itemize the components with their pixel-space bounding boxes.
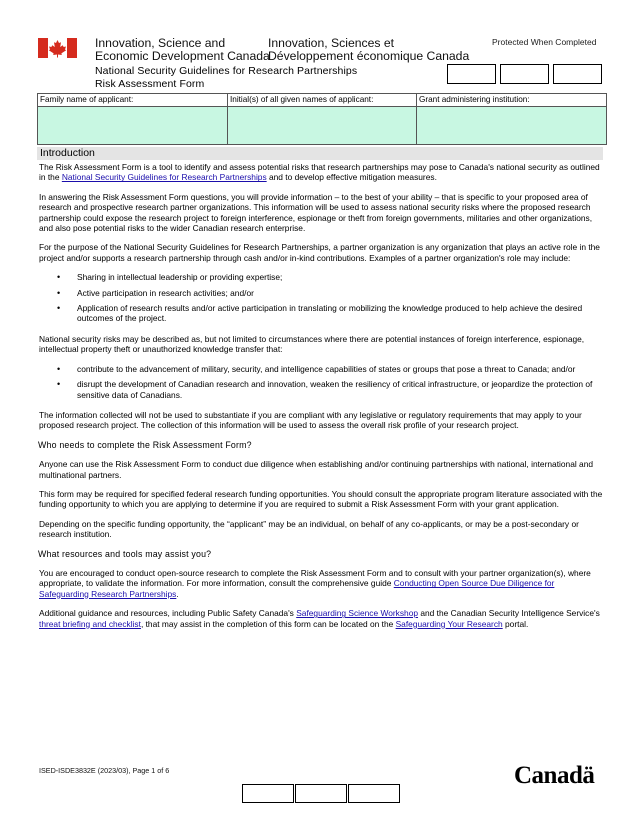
dept-fr-line2: Développement économique Canada bbox=[268, 49, 470, 63]
intro-p1-text-a: The Risk Assessment Form is a tool to identify and assess potential risks that research partnerships may pose to Canada's national security as outlined in the bbox=[39, 162, 600, 183]
family-name-label: Family name of applicant: bbox=[38, 94, 227, 106]
form-code: ISED-ISDE3832E (2023/03), Page 1 of 6 bbox=[39, 766, 170, 775]
department-name-en bbox=[95, 37, 270, 63]
footer-input-box-1[interactable] bbox=[242, 784, 294, 803]
header-input-box-2[interactable] bbox=[500, 64, 549, 84]
res-p1-text-a: You are encouraged to conduct open-source research to complete the Risk Assessment Form and to consult with your partner organization(s), where appropriate, to validate the information. For more information, consult the comprehensive guide bbox=[39, 567, 591, 589]
form-instructions bbox=[39, 162, 603, 638]
initials-label: Initial(s) of all given names of applicant: bbox=[228, 94, 416, 106]
list-item: • Active participation in research activities; and/or bbox=[39, 288, 603, 298]
department-name-fr bbox=[268, 37, 469, 63]
who-paragraph-2: This form may be required for specified federal research funding opportunities. You should consult the appropriate program literature associated with the funding opportunity to which you are applying to determine if you are required to submit a Risk Assessment Form with your grant application. bbox=[39, 488, 603, 510]
threat-briefing-link[interactable]: threat briefing and checklist bbox=[39, 618, 141, 629]
guidelines-link[interactable]: National Security Guidelines for Research Partnerships bbox=[61, 172, 267, 183]
protected-label: Protected When Completed bbox=[492, 37, 597, 47]
dept-fr-line1: Innovation, Sciences et bbox=[268, 36, 395, 50]
resources-paragraph-1 bbox=[39, 568, 603, 599]
canada-wordmark: Canadä bbox=[514, 762, 595, 789]
header-input-box-1[interactable] bbox=[447, 64, 496, 84]
list-item: • Sharing in intellectual leadership or providing expertise; bbox=[39, 272, 603, 282]
resources-paragraph-2 bbox=[39, 608, 603, 629]
family-name-field[interactable] bbox=[38, 107, 227, 144]
intro-p1-text-b: and to develop effective mitigation measures. bbox=[266, 172, 437, 183]
safeguarding-science-link[interactable]: Safeguarding Science Workshop bbox=[296, 608, 419, 619]
form-title-line2: Risk Assessment Form bbox=[95, 78, 205, 90]
form-title-line1: National Security Guidelines for Research Partnerships bbox=[95, 65, 358, 77]
open-source-guide-link[interactable]: Conducting Open Source Due Diligence for Safeguarding Research Partnerships bbox=[39, 578, 555, 599]
intro-paragraph-5: The information collected will not be used to substantiate if you are compliant with any legislative or regulatory requirements that may apply to your proposed research project. The collection of this information will be used to assess the overall risk profile of your research project. bbox=[39, 409, 582, 431]
list-item: • disrupt the development of Canadian research and innovation, weaken the resiliency of critical infrastructure, or jeopardize the protection of sensitive data of Canadians. bbox=[39, 379, 603, 400]
footer-input-box-2[interactable] bbox=[295, 784, 347, 803]
institution-label: Grant administering institution: bbox=[417, 94, 606, 106]
footer-input-box-3[interactable] bbox=[348, 784, 400, 803]
intro-paragraph-4: National security risks may be described as, but not limited to circumstances where there are potential instances of foreign interference, espionage, intellectual property theft or unauthorized knowledge transfer that: bbox=[39, 333, 585, 355]
intro-paragraph-3: For the purpose of the National Security Guidelines for Research Partnerships, a partner organization is any organization that plays an active role in the project and/or supports a research partnership through cash and/or in-kind contributions. Examples of a partner organization's role may include: bbox=[39, 242, 600, 263]
who-paragraph-3: Depending on the specific funding opportunity, the “applicant” may be an individual, on behalf of any co-applicants, or may be a post-secondary or research institution. bbox=[39, 518, 579, 540]
res-p2-text-d: portal. bbox=[502, 618, 529, 629]
who-paragraph-1: Anyone can use the Risk Assessment Form to conduct due diligence when establishing and/or continuing partnerships with national, international and multinational partners. bbox=[39, 459, 594, 480]
res-p1-text-b: . bbox=[176, 588, 179, 599]
res-p2-text-c: , that may assist in the completion of this form can be located on the bbox=[140, 618, 396, 629]
institution-field[interactable] bbox=[417, 107, 606, 144]
applicant-fields-table bbox=[37, 93, 607, 145]
intro-paragraph-2: In answering the Risk Assessment Form questions, you will provide information – to the best of your ability – that is specific to your proposed area of research and prospective research partner organizations. This information will be used to assess national security risks where the proposed research partnership could expose the research project to foreign interference, espionage or theft from foreign governments, militaries and other organizations, and also pose potential risks to the wider Canadian research enterprise. bbox=[39, 191, 593, 234]
resources-heading: What resources and tools may assist you? bbox=[38, 548, 212, 559]
canada-flag-icon bbox=[38, 38, 77, 58]
intro-paragraph-1 bbox=[39, 162, 603, 183]
form-title bbox=[95, 65, 357, 91]
dept-en-line2: Economic Development Canada bbox=[95, 49, 270, 63]
list-item: • Application of research results and/or active participation in translating or mobilizing the knowledge produced to help achieve the desired outcomes of the project. bbox=[39, 303, 603, 324]
res-p2-text-b: and the Canadian Security Intelligence Service's bbox=[418, 608, 600, 619]
who-heading: Who needs to complete the Risk Assessment Form? bbox=[38, 439, 252, 450]
res-p2-text-a: Additional guidance and resources, including Public Safety Canada's bbox=[39, 608, 297, 619]
initials-field[interactable] bbox=[228, 107, 416, 144]
header-input-box-3[interactable] bbox=[553, 64, 602, 84]
list-item: • contribute to the advancement of military, security, and intelligence capabilities of states or groups that pose a threat to Canada; and/or bbox=[39, 364, 603, 374]
introduction-heading: Introduction bbox=[37, 147, 603, 160]
safeguarding-research-link[interactable]: Safeguarding Your Research bbox=[395, 618, 503, 629]
partner-roles-list bbox=[39, 272, 603, 324]
risk-list bbox=[39, 364, 603, 400]
dept-en-line1: Innovation, Science and bbox=[95, 36, 226, 50]
